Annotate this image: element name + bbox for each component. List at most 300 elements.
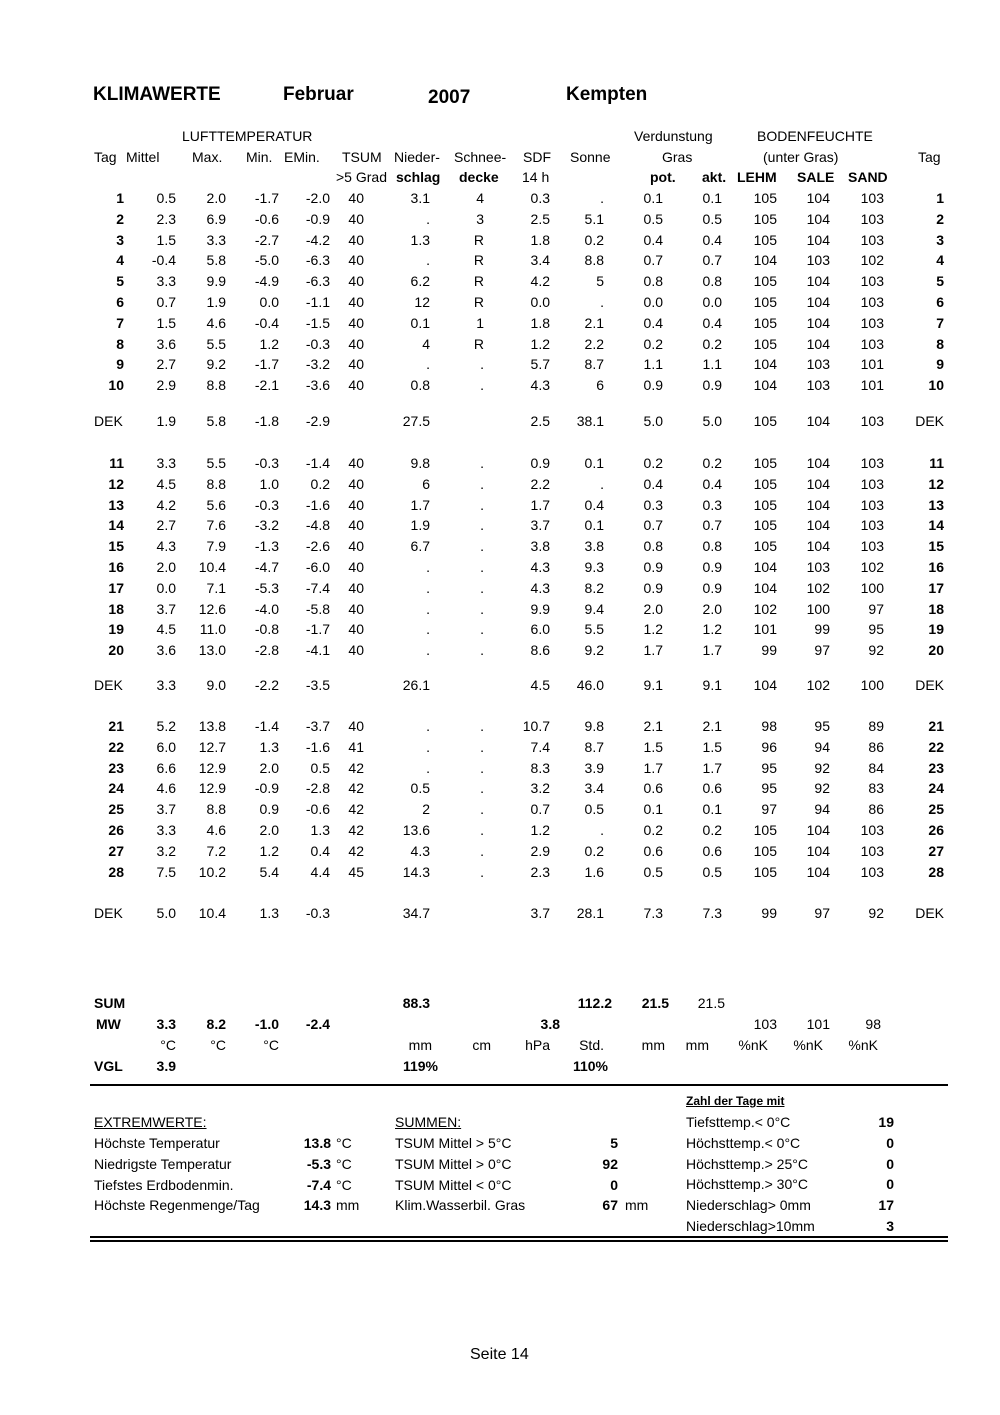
row-label: 4 — [936, 252, 944, 269]
table-cell: 40 — [348, 517, 364, 534]
table-cell: 104 — [806, 455, 830, 471]
table-cell: 0.9 — [702, 559, 722, 575]
table-cell: 14.3 — [402, 863, 430, 880]
table-cell: -1.6 — [305, 738, 330, 755]
table-cell: 5.5 — [206, 455, 226, 471]
table-cell: 103 — [860, 294, 884, 310]
table-cell: 103 — [860, 538, 884, 555]
table-cell: . — [480, 642, 484, 659]
row-label: 22 — [928, 738, 944, 755]
table-cell: 1.9 — [410, 517, 430, 534]
table-cell: 7.3 — [643, 905, 663, 921]
row-label: 17 — [928, 579, 944, 596]
table-cell: -2.0 — [305, 190, 330, 206]
table-cell: 9.3 — [584, 559, 604, 575]
table-cell: 0.2 — [643, 822, 663, 838]
table-cell: . — [600, 294, 604, 310]
table-cell: 0.5 — [156, 190, 176, 206]
row-label: 11 — [109, 455, 124, 471]
row-label: 27 — [108, 842, 124, 859]
table-cell: 102 — [860, 559, 884, 575]
summen-title: SUMMEN: — [395, 1114, 462, 1130]
header-emin: EMin. — [284, 149, 320, 165]
extrem-label: Tiefstes Erdbodenmin. — [94, 1176, 234, 1193]
row-label: 11 — [929, 455, 944, 471]
table-cell: 97 — [814, 642, 830, 659]
table-cell: 1.5 — [643, 738, 663, 755]
table-cell: 103 — [806, 356, 830, 373]
row-label: 9 — [936, 356, 944, 373]
table-cell: . — [480, 559, 484, 575]
table-cell: -4.0 — [254, 600, 279, 617]
mw-max: 8.2 — [206, 1016, 226, 1032]
table-cell: 0.4 — [702, 314, 722, 331]
table-cell: 6.0 — [530, 621, 550, 638]
table-cell: 103 — [860, 335, 884, 352]
table-cell: -3.7 — [305, 718, 330, 734]
table-cell: 9.1 — [702, 677, 722, 693]
table-cell: 105 — [753, 822, 777, 838]
table-cell: 3.7 — [156, 801, 176, 818]
row-label: 5 — [116, 273, 124, 290]
table-cell: 105 — [753, 335, 777, 352]
table-cell: 3.9 — [584, 759, 604, 776]
table-cell: 103 — [860, 314, 884, 331]
tage-label: Tiefsttemp.< 0°C — [686, 1114, 791, 1130]
table-cell: 2.1 — [584, 314, 604, 331]
table-cell: 8.8 — [584, 252, 604, 269]
tage-label: Höchsttemp.< 0°C — [686, 1134, 801, 1151]
extrem-unit: °C — [336, 1135, 352, 1151]
table-cell: 0.1 — [584, 517, 604, 534]
table-cell: 11.0 — [199, 621, 226, 638]
table-cell: 103 — [860, 413, 884, 429]
table-cell: 9.9 — [530, 600, 550, 617]
table-cell: 8.3 — [530, 759, 550, 776]
table-cell: 97 — [868, 600, 884, 617]
table-cell: 2.0 — [156, 559, 176, 575]
table-cell: . — [426, 356, 430, 373]
table-cell: 40 — [348, 600, 364, 617]
table-cell: 0.7 — [530, 801, 550, 818]
table-cell: 40 — [348, 579, 364, 596]
table-cell: . — [426, 579, 430, 596]
table-cell: 5.0 — [156, 905, 176, 921]
table-cell: 0.5 — [702, 863, 722, 880]
table-cell: -3.2 — [254, 517, 279, 534]
table-cell: 1.1 — [643, 356, 663, 373]
table-cell: 1.0 — [259, 475, 279, 492]
row-label: 4 — [116, 252, 124, 269]
table-cell: 1.7 — [530, 496, 550, 513]
table-cell: 104 — [806, 294, 830, 310]
table-cell: 0.6 — [702, 842, 722, 859]
extrem-value: 14.3 — [303, 1197, 331, 1214]
table-cell: 105 — [753, 475, 777, 492]
table-cell: 7.2 — [206, 842, 226, 859]
mw-lehm: 103 — [753, 1016, 777, 1032]
table-cell: 103 — [806, 252, 830, 269]
unit-sdf: hPa — [525, 1037, 550, 1053]
table-cell: 1.2 — [643, 621, 663, 638]
table-cell: 3.2 — [156, 842, 176, 859]
table-cell: 0.9 — [530, 455, 550, 471]
separator-bottom-1 — [90, 1236, 948, 1238]
table-cell: 8.7 — [584, 356, 604, 373]
table-cell: 3.7 — [156, 600, 176, 617]
mw-min: -1.0 — [254, 1016, 279, 1032]
table-cell: 2.2 — [530, 475, 550, 492]
table-cell: 40 — [348, 273, 364, 290]
table-cell: -3.2 — [305, 356, 330, 373]
table-cell: 12.9 — [198, 759, 226, 776]
row-label: 23 — [928, 759, 944, 776]
table-cell: 8.8 — [206, 801, 226, 818]
table-cell: 103 — [806, 377, 830, 394]
row-label: 6 — [936, 294, 944, 310]
table-cell: 1.8 — [530, 231, 550, 248]
table-cell: 42 — [348, 822, 364, 838]
table-cell: 40 — [348, 190, 364, 206]
table-cell: -1.6 — [305, 496, 330, 513]
table-cell: 103 — [860, 517, 884, 534]
table-cell: R — [473, 335, 484, 352]
table-cell: 104 — [753, 559, 777, 575]
table-cell: 102 — [860, 252, 884, 269]
vgl-mittel: 3.9 — [156, 1058, 176, 1074]
table-cell: 13.6 — [402, 822, 430, 838]
row-label: 13 — [108, 496, 124, 513]
table-cell: 1.8 — [530, 314, 550, 331]
row-label: 2 — [116, 210, 124, 227]
table-cell: 105 — [753, 190, 777, 206]
table-cell: 105 — [753, 517, 777, 534]
table-cell: 4 — [422, 335, 430, 352]
table-cell: 13.0 — [198, 642, 226, 659]
table-cell: 100 — [860, 579, 884, 596]
row-label: 22 — [108, 738, 124, 755]
header-bodenfeuchte: BODENFEUCHTE — [757, 128, 873, 144]
table-cell: 105 — [753, 496, 777, 513]
row-label: 17 — [108, 579, 124, 596]
table-cell: 0.0 — [156, 579, 176, 596]
table-cell: 2.0 — [643, 600, 663, 617]
table-cell: 2.5 — [530, 210, 550, 227]
table-cell: 4.6 — [156, 780, 176, 797]
table-cell: 0.6 — [643, 842, 663, 859]
row-label: 20 — [108, 642, 124, 659]
table-cell: 12.6 — [198, 600, 226, 617]
sum-pot: 21.5 — [641, 995, 669, 1011]
table-cell: . — [480, 759, 484, 776]
table-cell: . — [600, 475, 604, 492]
table-cell: 5.6 — [206, 496, 226, 513]
table-cell: 9.8 — [410, 455, 430, 471]
row-label: DEK — [915, 905, 944, 921]
table-cell: -4.2 — [305, 231, 330, 248]
table-cell: 86 — [868, 738, 884, 755]
separator-bottom-2 — [90, 1240, 948, 1242]
row-label: 25 — [928, 801, 944, 818]
summen-label: TSUM Mittel > 5°C — [395, 1135, 512, 1151]
table-cell: . — [426, 738, 430, 755]
unit-schnee: cm — [472, 1037, 491, 1053]
table-cell: 102 — [806, 579, 830, 596]
table-cell: 0.7 — [702, 252, 722, 269]
header-schnee-sub: decke — [459, 169, 499, 185]
table-cell: 46.0 — [576, 677, 604, 693]
summen-unit: mm — [625, 1197, 649, 1214]
table-cell: . — [480, 496, 484, 513]
row-label: 28 — [928, 863, 944, 880]
table-cell: 4.6 — [206, 822, 226, 838]
vgl-sonne: 110% — [572, 1058, 608, 1074]
table-cell: R — [473, 294, 484, 310]
sum-akt: 21.5 — [697, 995, 725, 1011]
table-cell: 0.2 — [702, 822, 722, 838]
table-cell: 104 — [806, 273, 830, 290]
table-cell: 0.2 — [643, 335, 663, 352]
table-cell: 5.8 — [206, 413, 226, 429]
table-cell: . — [480, 621, 484, 638]
table-cell: 94 — [814, 801, 830, 818]
table-cell: 40 — [348, 718, 364, 734]
table-cell: -2.9 — [305, 413, 330, 429]
table-cell: 26.1 — [402, 677, 430, 693]
table-cell: 12.9 — [198, 780, 226, 797]
table-cell: -6.3 — [305, 273, 330, 290]
tage-label: Niederschlag> 0mm — [686, 1197, 811, 1214]
table-cell: 40 — [348, 335, 364, 352]
table-cell: 3.3 — [156, 273, 176, 290]
table-cell: 103 — [860, 475, 884, 492]
table-cell: 105 — [753, 231, 777, 248]
row-label: 5 — [936, 273, 944, 290]
table-cell: 104 — [806, 335, 830, 352]
table-cell: 5.7 — [530, 356, 550, 373]
table-cell: 2.0 — [702, 600, 722, 617]
table-cell: 40 — [348, 559, 364, 575]
table-cell: . — [480, 738, 484, 755]
header-verdunstung: Verdunstung — [634, 128, 713, 144]
table-cell: 0.1 — [584, 455, 604, 471]
title-label: KLIMAWERTE — [93, 84, 221, 105]
table-cell: -1.1 — [305, 294, 330, 310]
tage-value: 3 — [886, 1218, 894, 1234]
table-cell: 10.2 — [198, 863, 226, 880]
table-cell: 0.4 — [643, 475, 663, 492]
table-cell: 0.9 — [643, 377, 663, 394]
extrem-value: -5.3 — [306, 1155, 331, 1172]
table-cell: 40 — [348, 252, 364, 269]
table-cell: 104 — [753, 377, 777, 394]
table-cell: 5 — [596, 273, 604, 290]
table-cell: 104 — [753, 579, 777, 596]
table-cell: 96 — [761, 738, 777, 755]
table-cell: 1.5 — [156, 231, 176, 248]
header-nieder-sub: schlag — [396, 169, 441, 185]
table-cell: 0.1 — [702, 190, 722, 206]
table-cell: R — [473, 252, 484, 269]
table-cell: 0.3 — [643, 496, 663, 513]
table-cell: -0.3 — [305, 335, 330, 352]
table-cell: 3.2 — [530, 780, 550, 797]
table-cell: 5.1 — [584, 210, 604, 227]
table-cell: 104 — [806, 538, 830, 555]
table-cell: 100 — [860, 677, 884, 693]
table-cell: 1.7 — [702, 642, 722, 659]
summen-value: 0 — [610, 1176, 618, 1193]
header-pot: pot. — [650, 169, 676, 185]
table-cell: -5.3 — [254, 579, 279, 596]
table-cell: 92 — [814, 759, 830, 776]
table-cell: 95 — [761, 759, 777, 776]
table-cell: 2.0 — [206, 190, 226, 206]
tage-label: Höchsttemp.> 25°C — [686, 1155, 808, 1172]
table-cell: 0.3 — [530, 190, 550, 206]
table-cell: 4.3 — [530, 377, 550, 394]
table-cell: 0.9 — [643, 579, 663, 596]
table-cell: 2.0 — [259, 822, 279, 838]
table-cell: 0.6 — [643, 780, 663, 797]
table-cell: 6.7 — [410, 538, 430, 555]
tage-value: 19 — [878, 1114, 894, 1130]
table-cell: 1.3 — [310, 822, 330, 838]
table-cell: 1.7 — [410, 496, 430, 513]
table-cell: -0.8 — [254, 621, 279, 638]
table-cell: 10.4 — [198, 905, 226, 921]
table-cell: . — [426, 759, 430, 776]
table-cell: 84 — [868, 759, 884, 776]
table-cell: 2.9 — [156, 377, 176, 394]
table-cell: 0.8 — [410, 377, 430, 394]
table-cell: 4 — [476, 190, 484, 206]
table-cell: -1.7 — [254, 356, 279, 373]
table-cell: . — [480, 517, 484, 534]
table-cell: 5.8 — [206, 252, 226, 269]
table-cell: 0.2 — [310, 475, 330, 492]
table-cell: 0.7 — [702, 517, 722, 534]
table-cell: 1.7 — [643, 759, 663, 776]
table-cell: 8.2 — [584, 579, 604, 596]
table-cell: 0.4 — [702, 475, 722, 492]
table-cell: 103 — [860, 863, 884, 880]
table-cell: 1.6 — [584, 863, 604, 880]
row-label: 27 — [928, 842, 944, 859]
table-cell: 4.3 — [410, 842, 430, 859]
table-cell: 3 — [476, 210, 484, 227]
header-gras: Gras — [662, 149, 693, 165]
extrem-value: 13.8 — [303, 1135, 331, 1151]
table-cell: 2.1 — [702, 718, 722, 734]
table-cell: 104 — [806, 863, 830, 880]
table-cell: 104 — [806, 231, 830, 248]
table-cell: 0.2 — [584, 842, 604, 859]
table-cell: -3.5 — [305, 677, 330, 693]
table-cell: -0.3 — [254, 496, 279, 513]
table-cell: 38.1 — [576, 413, 604, 429]
table-cell: 105 — [753, 210, 777, 227]
row-label: 26 — [108, 822, 124, 838]
separator-top — [90, 1084, 948, 1086]
table-cell: 103 — [860, 231, 884, 248]
table-cell: 104 — [806, 842, 830, 859]
table-cell: 45 — [348, 863, 364, 880]
table-cell: 104 — [753, 252, 777, 269]
table-cell: 0.1 — [643, 801, 663, 818]
table-cell: 4.5 — [530, 677, 550, 693]
table-cell: 40 — [348, 210, 364, 227]
table-cell: 42 — [348, 801, 364, 818]
table-cell: 0.5 — [702, 210, 722, 227]
table-cell: 0.8 — [702, 273, 722, 290]
table-cell: 92 — [868, 642, 884, 659]
table-cell: 105 — [753, 273, 777, 290]
table-cell: 99 — [814, 621, 830, 638]
table-cell: 0.9 — [259, 801, 279, 818]
unit-sand: %nK — [848, 1037, 878, 1053]
table-cell: 102 — [806, 677, 830, 693]
summen-value: 92 — [602, 1155, 618, 1172]
table-cell: 40 — [348, 496, 364, 513]
row-label: 21 — [108, 718, 124, 734]
table-cell: 104 — [806, 413, 830, 429]
table-cell: -5.8 — [305, 600, 330, 617]
table-cell: 104 — [806, 475, 830, 492]
table-cell: -0.3 — [254, 455, 279, 471]
table-cell: 2.9 — [530, 842, 550, 859]
table-cell: . — [480, 579, 484, 596]
table-cell: . — [426, 621, 430, 638]
header-unter-gras: (unter Gras) — [763, 149, 839, 165]
row-label: 9 — [116, 356, 124, 373]
table-cell: 4.3 — [530, 579, 550, 596]
table-cell: 9.2 — [206, 356, 226, 373]
table-cell: 28.1 — [576, 905, 604, 921]
extrem-label: Niedrigste Temperatur — [94, 1155, 232, 1172]
table-cell: 1.2 — [530, 335, 550, 352]
table-cell: 104 — [806, 314, 830, 331]
table-cell: . — [480, 475, 484, 492]
table-cell: 0.4 — [702, 231, 722, 248]
table-cell: 6.6 — [156, 759, 176, 776]
table-cell: -1.4 — [305, 455, 330, 471]
table-cell: 103 — [806, 559, 830, 575]
table-cell: 1.2 — [259, 842, 279, 859]
mw-sale: 101 — [806, 1016, 830, 1032]
table-cell: 2 — [422, 801, 430, 818]
row-label: 7 — [116, 314, 124, 331]
table-cell: 9.0 — [206, 677, 226, 693]
header-max: Max. — [192, 149, 223, 165]
title-month: Februar — [283, 84, 354, 105]
table-cell: 7.4 — [530, 738, 550, 755]
row-label: 14 — [108, 517, 124, 534]
row-label: 1 — [936, 190, 944, 206]
table-cell: 2.0 — [259, 759, 279, 776]
table-cell: 5.4 — [259, 863, 279, 880]
table-cell: 4.3 — [156, 538, 176, 555]
table-cell: 1.7 — [643, 642, 663, 659]
header-tag-right: Tag — [918, 149, 941, 165]
table-cell: 0.2 — [702, 455, 722, 471]
mw-sdf: 3.8 — [540, 1016, 560, 1032]
header-sale: SALE — [797, 169, 835, 185]
mw-mittel: 3.3 — [156, 1016, 176, 1032]
table-cell: 103 — [860, 496, 884, 513]
row-label: 19 — [108, 621, 124, 638]
table-cell: 0.2 — [643, 455, 663, 471]
